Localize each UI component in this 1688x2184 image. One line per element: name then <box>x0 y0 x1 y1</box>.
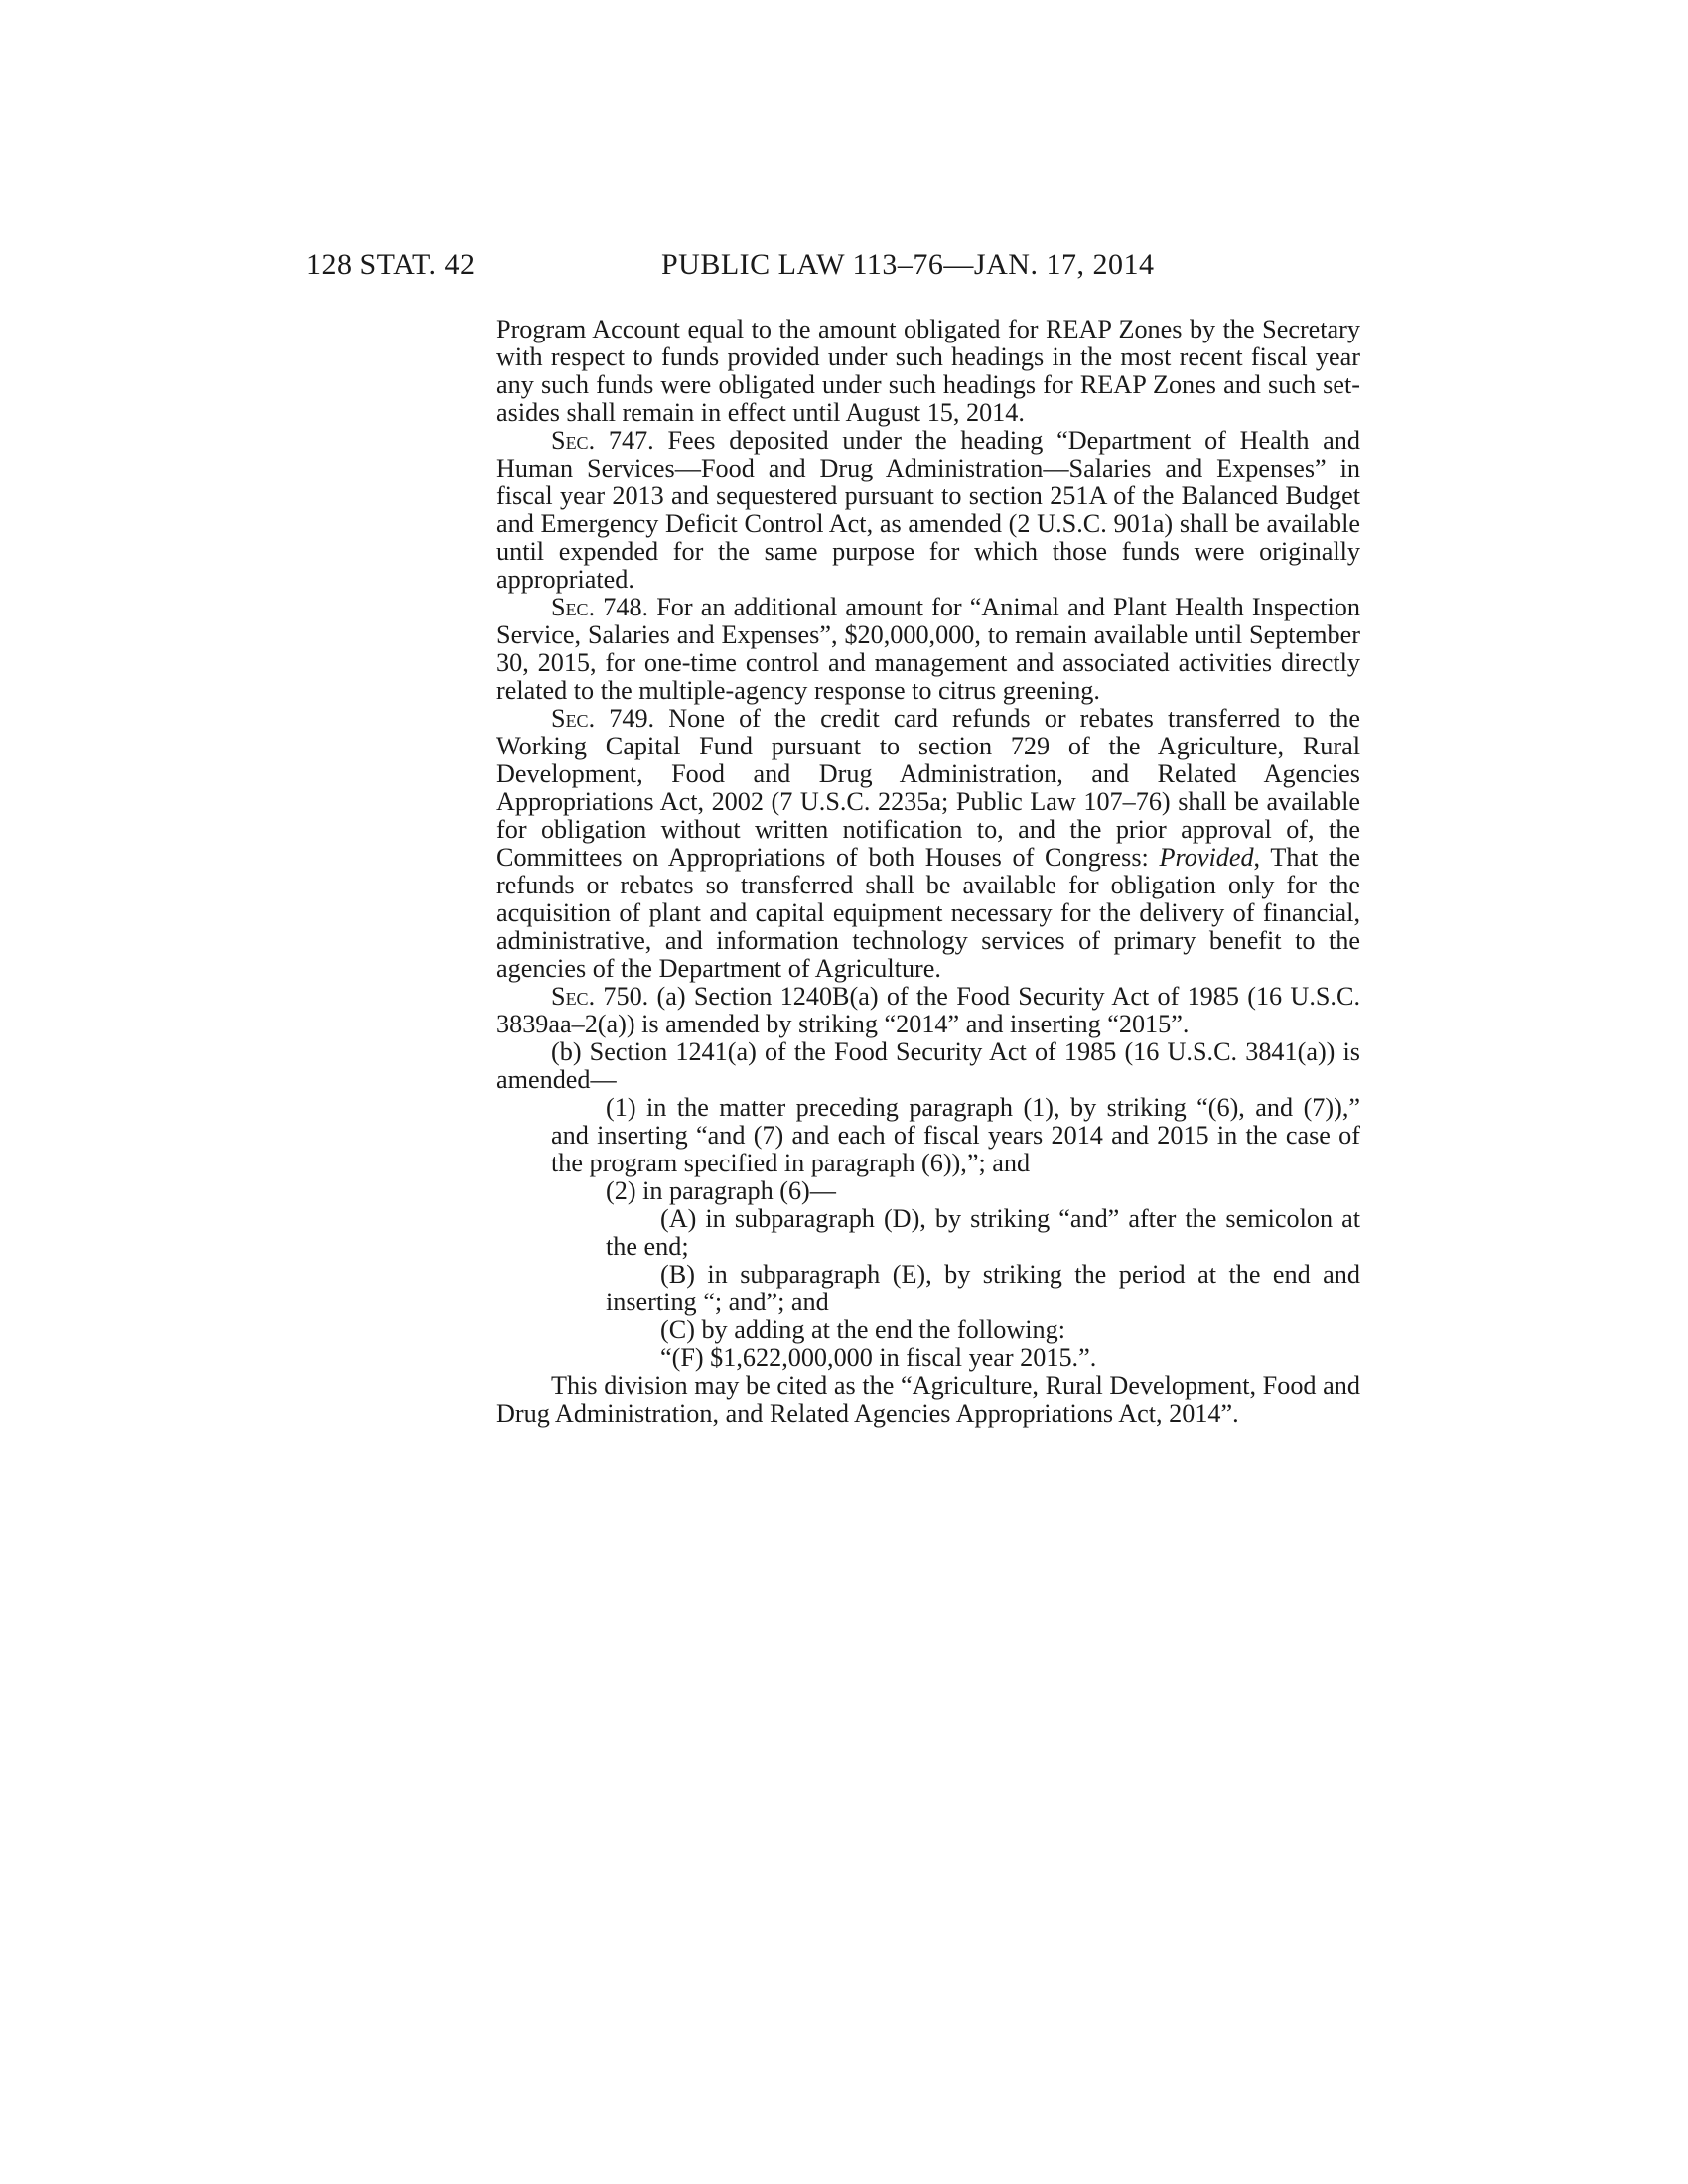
short-title-clause: This division may be cited as the “Agriculture, Rural Development, Food and Drug Administration, and Related Agencies Appropriations Act, 2014”. <box>496 1371 1360 1428</box>
section-748 <box>496 594 1360 705</box>
paragraph-2: (2) in paragraph (6)— <box>606 1176 836 1205</box>
subparagraph-c: (C) by adding at the end the following: <box>660 1315 1066 1344</box>
subsection-b: (b) Section 1241(a) of the Food Security Act of 1985 (16 U.S.C. 3841(a)) is amended— <box>496 1037 1360 1094</box>
page-header <box>0 248 1688 288</box>
section-750 <box>496 983 1360 1038</box>
section-label: Sec. <box>551 704 596 733</box>
running-head-law-title: PUBLIC LAW 113–76—JAN. 17, 2014 <box>661 248 1155 281</box>
subparagraph-a: (A) in subparagraph (D), by striking “and” after the semicolon at the end; <box>606 1204 1360 1261</box>
section-label: Sec. <box>551 426 596 455</box>
stat-page-reference: 128 STAT. 42 <box>306 248 476 281</box>
section-label: Sec. <box>551 593 596 621</box>
section-749 <box>496 705 1360 983</box>
section-747 <box>496 427 1360 594</box>
section-text-continued: , That the refunds or rebates so transferred shall be available for obligation only for the acquisition of plant and capital equipment necessary for the delivery of financial, administrative, and information technology services of primary benefit to the agencies of the Department of Agriculture. <box>496 843 1361 983</box>
section-text: 749. None of the credit card refunds or rebates transferred to the Working Capital Fund pursuant to section 729 of the Agriculture, Rural Development, Food and Drug Administration, and Related Agencies Appropriations Act, 2002 (7 U.S.C. 2235a; Public Law 107–76) shall be available for obligation without written notification to, and the prior approval of, the Committees on Appropriations of both Houses of Congress: <box>496 704 1360 872</box>
continued-paragraph: Program Account equal to the amount obligated for REAP Zones by the Secretary with respect to funds provided under such headings in the most recent fiscal year any such funds were obligated under such headings for REAP Zones and such set-asides shall remain in effect until August 15, 2014. <box>496 315 1360 427</box>
section-text: 748. For an additional amount for “Animal and Plant Health Inspection Service, Salaries and Expenses”, $20,000,000, to remain available until September 30, 2015, for one-time control and management and associated activities directly related to the multiple-agency response to citrus greening. <box>496 593 1360 705</box>
paragraph-1: (1) in the matter preceding paragraph (1), by striking “(6), and (7)),” and inserting “and (7) and each of fiscal years 2014 and 2015 in the case of the program specified in paragraph (6)),”; and <box>551 1093 1360 1177</box>
subparagraph-b: (B) in subparagraph (E), by striking the period at the end and inserting “; and”; and <box>606 1260 1360 1316</box>
provided-proviso: Provided <box>1159 843 1254 872</box>
statute-body <box>496 316 1360 1428</box>
section-text: 747. Fees deposited under the heading “Department of Health and Human Services—Food and Drug Administration—Salaries and Expenses” in fiscal year 2013 and sequestered pursuant to section 251A of the Balanced Budget and Emergency Deficit Control Act, as amended (2 U.S.C. 901a) shall be available until expended for the same purpose for which those funds were originally appropriated. <box>496 426 1360 594</box>
inserted-subparagraph-f: “(F) $1,622,000,000 in fiscal year 2015.”. <box>660 1343 1097 1372</box>
section-text: 750. (a) Section 1240B(a) of the Food Security Act of 1985 (16 U.S.C. 3839aa–2(a)) is amended by striking “2014” and inserting “2015”. <box>496 982 1360 1038</box>
section-label: Sec. <box>551 982 596 1011</box>
